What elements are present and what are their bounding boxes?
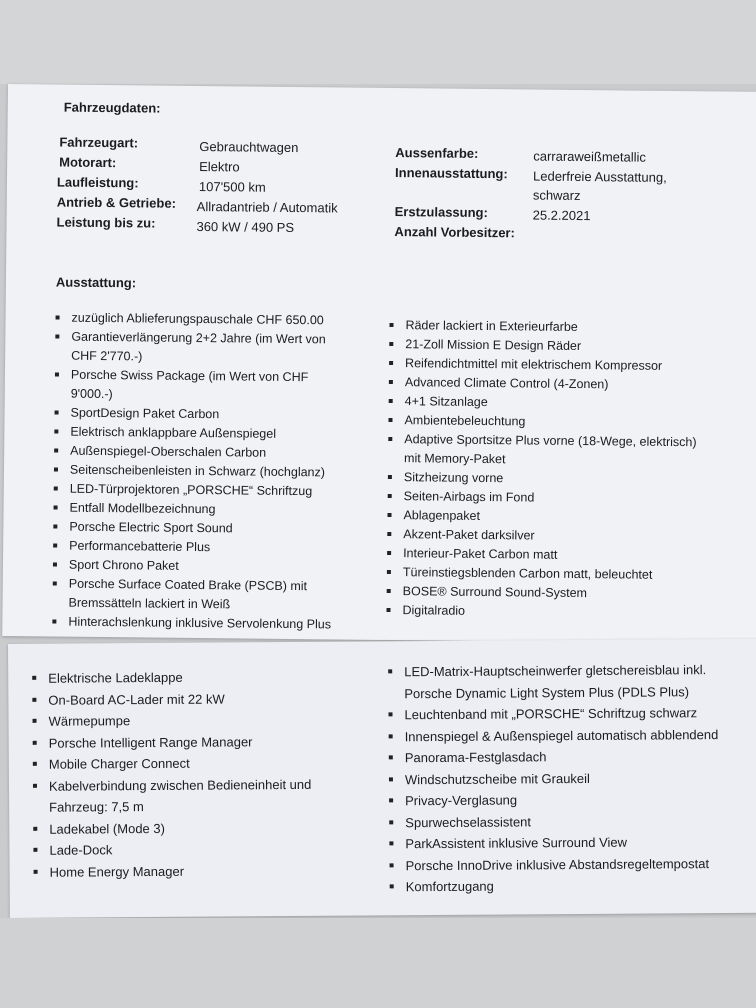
- equipment-list-top-left: [50, 308, 353, 634]
- list-item: Sitzheizung vorne: [386, 468, 716, 490]
- list-item: 21-Zoll Mission E Design Räder: [387, 335, 717, 357]
- spec-value-power: 360 kW / 490 PS: [196, 218, 295, 236]
- spec-label-power: Leistung bis zu:: [56, 214, 156, 231]
- equipment-list-bottom-left: [30, 666, 351, 883]
- list-item: Reifendichtmittel mit elektrischem Kompressor: [387, 354, 717, 376]
- list-item: Außenspiegel-Oberschalen Carbon: [52, 441, 352, 463]
- spec-label-previous-owners: Anzahl Vorbesitzer:: [394, 224, 515, 241]
- list-item: BOSE® Surround Sound-System: [385, 582, 715, 604]
- list-item: Adaptive Sportsitze Plus vorne (18-Wege, elektrisch) mit Memory-Paket: [386, 430, 716, 471]
- document-sheet-bottom: [8, 639, 756, 918]
- spec-label-vehicle-type: Fahrzeugart:: [59, 134, 139, 151]
- list-item: Entfall Modellbezeichnung: [51, 498, 351, 520]
- list-item: Home Energy Manager: [32, 859, 352, 883]
- spec-value-exterior-color: carraraweißmetallic: [533, 148, 647, 165]
- list-item: Ladekabel (Mode 3): [31, 816, 351, 840]
- list-item: Seitenscheibenleisten in Schwarz (hochglanz): [52, 460, 352, 482]
- list-item: Spurwechselassistent: [387, 809, 727, 833]
- list-item: ParkAssistent inklusive Surround View: [387, 831, 727, 855]
- background-surface-bottom: [0, 918, 756, 1008]
- list-item: Panorama-Festglasdach: [387, 745, 727, 769]
- background-surface: [0, 0, 756, 84]
- list-item: 4+1 Sitzanlage: [387, 392, 717, 414]
- list-item: LED-Matrix-Hauptscheinwerfer gletschereisblau inkl. Porsche Dynamic Light System Plus (PDLS Plus): [386, 659, 726, 704]
- spec-label-motor-type: Motorart:: [59, 154, 117, 171]
- list-item: Innenspiegel & Außenspiegel automatisch abblendend: [387, 723, 727, 747]
- list-item: SportDesign Paket Carbon: [52, 403, 352, 425]
- list-item: Sport Chrono Paket: [51, 555, 351, 577]
- list-item: Seiten-Airbags im Fond: [386, 487, 716, 509]
- spec-value-motor-type: Elektro: [199, 159, 240, 175]
- equipment-list-top-right: [384, 316, 717, 623]
- list-item: Leuchtenband mit „PORSCHE“ Schriftzug schwarz: [386, 702, 726, 726]
- spec-label-registration: Erstzulassung:: [394, 204, 488, 221]
- list-item: Hinterachslenkung inklusive Servolenkung Plus: [50, 612, 350, 634]
- list-item: Türeinstiegsblenden Carbon matt, beleuchtet: [385, 563, 715, 585]
- equipment-list-bottom-right: [386, 659, 728, 898]
- list-item: Akzent-Paket darksilver: [385, 525, 715, 547]
- document-sheet-top: [2, 84, 756, 644]
- vehicle-data-heading: Fahrzeugdaten:: [63, 99, 161, 116]
- list-item: Porsche Swiss Package (im Wert von CHF 9'000.-): [53, 365, 353, 406]
- list-item: Ablagenpaket: [385, 506, 715, 528]
- equipment-heading: Ausstattung:: [55, 274, 137, 291]
- list-item: Lade-Dock: [31, 838, 351, 862]
- spec-label-interior: Innenausstattung:: [395, 165, 508, 182]
- list-item: Porsche Electric Sport Sound: [51, 517, 351, 539]
- list-item: Porsche InnoDrive inklusive Abstandsregeltempostat: [387, 852, 727, 876]
- spec-value-interior: Lederfreie Ausstattung,: [532, 168, 667, 185]
- list-item: On-Board AC-Lader mit 22 kW: [30, 687, 350, 711]
- list-item: Windschutzscheibe mit Graukeil: [387, 766, 727, 790]
- spec-value-drive: Allradantrieb / Automatik: [196, 198, 338, 216]
- list-item: Interieur-Paket Carbon matt: [385, 544, 715, 566]
- spec-value-interior-line2: schwarz: [532, 187, 581, 204]
- list-item: Kabelverbindung zwischen Bedieneinheit und Fahrzeug: 7,5 m: [31, 773, 351, 818]
- list-item: Ambientebeleuchtung: [386, 411, 716, 433]
- spec-label-drive: Antrieb & Getriebe:: [56, 194, 177, 211]
- spec-label-exterior-color: Aussenfarbe:: [395, 145, 479, 161]
- list-item: Elektrische Ladeklappe: [30, 666, 350, 690]
- list-item: Elektrisch anklappbare Außenspiegel: [52, 422, 352, 444]
- list-item: Privacy-Verglasung: [387, 788, 727, 812]
- spec-value-registration: 25.2.2021: [532, 207, 591, 224]
- list-item: zuzüglich Ablieferungspauschale CHF 650.00: [53, 308, 353, 330]
- list-item: Garantieverlängerung 2+2 Jahre (im Wert von CHF 2'770.-): [53, 327, 353, 368]
- list-item: Räder lackiert in Exterieurfarbe: [387, 316, 717, 338]
- spec-value-mileage: 107'500 km: [198, 179, 266, 195]
- list-item: Mobile Charger Connect: [31, 752, 351, 776]
- list-item: Advanced Climate Control (4-Zonen): [387, 373, 717, 395]
- list-item: Komfortzugang: [388, 874, 728, 898]
- list-item: Wärmepumpe: [30, 709, 350, 733]
- list-item: Digitalradio: [384, 601, 714, 623]
- spec-label-mileage: Laufleistung:: [56, 174, 139, 191]
- list-item: Porsche Surface Coated Brake (PSCB) mit Bremssätteln lackiert in Weiß: [50, 574, 350, 615]
- list-item: Performancebatterie Plus: [51, 536, 351, 558]
- list-item: LED-Türprojektoren „PORSCHE“ Schriftzug: [52, 479, 352, 501]
- list-item: Porsche Intelligent Range Manager: [31, 730, 351, 754]
- spec-value-vehicle-type: Gebrauchtwagen: [199, 139, 299, 156]
